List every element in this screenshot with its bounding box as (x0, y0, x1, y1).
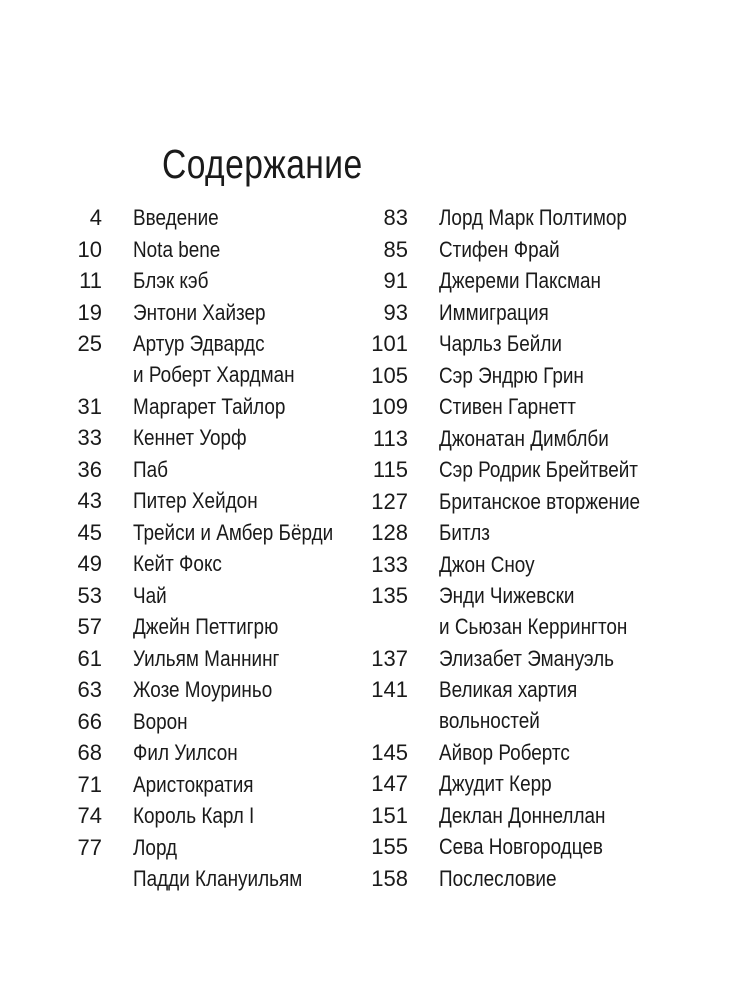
toc-entry (0, 517, 750, 549)
toc-entry (0, 360, 750, 392)
toc-entry-title: Элизабет Эмануэль (439, 645, 614, 671)
toc-entry-title: Фил Уилсон (133, 740, 238, 765)
toc-entry-title: Битлз (439, 520, 490, 545)
toc-entry-title: Джон Сноу (439, 551, 535, 577)
toc-entry (0, 234, 750, 266)
toc-page-number: 91 (383, 268, 408, 293)
toc-page-number: 77 (77, 834, 102, 860)
toc-page-number: 36 (77, 456, 102, 482)
toc-entry-title: Введение (133, 205, 219, 230)
toc-page-number: 147 (371, 771, 408, 796)
toc-page-number: 155 (371, 834, 408, 859)
toc-entry (0, 643, 750, 675)
toc-entry-title: Блэк кэб (133, 268, 209, 293)
toc-page-number: 31 (77, 393, 102, 419)
toc-entry (0, 454, 750, 486)
toc-entry-title: Паб (133, 456, 168, 482)
toc-entry (0, 580, 750, 643)
toc-entry-title: Маргарет Тайлор (133, 393, 286, 419)
toc-page-number: 53 (77, 582, 102, 608)
toc-page-number: 128 (371, 520, 408, 545)
toc-page-number: 115 (372, 457, 408, 482)
toc-page-number: 57 (77, 614, 102, 639)
toc-entry-title: Послесловие (439, 865, 557, 891)
toc-page-number: 158 (371, 865, 408, 891)
toc-entry-title: Жозе Моуриньо (133, 677, 273, 702)
toc-entry-title: Питер Хейдон (133, 488, 258, 513)
toc-entry-title: Джереми Паксман (439, 268, 601, 293)
toc-page-number: 127 (371, 488, 408, 514)
toc-entry-title: Уильям Маннинг (133, 645, 280, 671)
toc-page-number: 137 (371, 645, 408, 671)
toc-entry-title: Джонатан Димблби (439, 425, 609, 451)
toc-entry-title: Ворон (133, 708, 188, 734)
toc-page-number: 109 (371, 394, 408, 419)
toc-entry (0, 800, 750, 832)
page-title: Содержание (162, 141, 363, 188)
toc-entry (0, 297, 750, 329)
toc-page-number: 151 (371, 802, 408, 828)
toc-entry-title: Деклан Доннеллан (439, 802, 606, 828)
toc-entry-title: Артур Эдвардс и Роберт Хардман (133, 331, 295, 387)
toc-page-number: 101 (371, 331, 408, 356)
toc-page-number: 43 (77, 488, 102, 513)
toc-page-number: 141 (371, 677, 408, 702)
toc-entry-title: Джудит Керр (439, 771, 552, 796)
toc-entry-title: Энди Чижевски и Сьюзан Керрингтон (439, 583, 628, 639)
toc-entry-title: Джейн Петтигрю (133, 614, 279, 639)
toc-entry (0, 831, 750, 863)
toc-page-number: 85 (383, 236, 408, 262)
toc-page-number: 45 (77, 519, 102, 545)
toc-right-column (0, 202, 750, 894)
toc-entry-title: Лорд Падди Клануильям (133, 834, 303, 891)
toc-entry-title: Сэр Эндрю Грин (439, 362, 584, 388)
toc-entry (0, 674, 750, 737)
toc-page-number: 4 (89, 205, 102, 230)
toc-entry (0, 391, 750, 423)
toc-page-number: 11 (79, 268, 102, 293)
toc-entry (0, 863, 750, 895)
toc-page-number: 63 (77, 677, 102, 702)
toc-entry (0, 423, 750, 455)
toc-entry-title: Айвор Робертс (439, 739, 570, 765)
toc-entry-title: Nota bene (133, 236, 221, 262)
toc-page-number: 25 (77, 331, 102, 356)
toc-page-number: 113 (372, 425, 408, 451)
toc-entry-title: Чарльз Бейли (439, 331, 562, 356)
toc-entry (0, 737, 750, 769)
toc-entry-title: Кейт Фокс (133, 551, 222, 576)
toc-page-number: 135 (371, 583, 408, 608)
toc-page-number: 105 (371, 362, 408, 388)
toc-entry-title: Сева Новгородцев (439, 834, 603, 859)
toc-entry-title: Великая хартия вольностей (439, 677, 578, 733)
toc-page-number: 68 (77, 740, 102, 765)
toc-entry (0, 549, 750, 581)
toc-page-number: 66 (77, 708, 102, 734)
toc-entry-title: Аристократия (133, 771, 254, 797)
toc-page-number: 93 (383, 299, 408, 325)
toc-entry (0, 768, 750, 800)
toc-entry-title: Кеннет Уорф (133, 425, 247, 450)
toc-entry (0, 265, 750, 297)
toc-entry-title: Иммиграция (439, 299, 549, 325)
toc-entry-title: Трейси и Амбер Бёрди (133, 519, 334, 545)
toc-page-number: 145 (371, 739, 408, 765)
toc-page-number: 133 (371, 551, 408, 577)
toc-page-number: 61 (77, 645, 102, 671)
toc-entry-title: Король Карл I (133, 803, 255, 828)
toc-page-number: 83 (383, 205, 408, 230)
toc-page-number: 19 (77, 299, 102, 325)
toc-entry-title: Лорд Марк Полтимор (439, 205, 627, 230)
toc-entry-title: Чай (133, 582, 167, 608)
toc-page-number: 74 (77, 803, 102, 828)
toc-entry (0, 486, 750, 518)
toc-entry-title: Британское вторжение (439, 488, 641, 514)
toc-page-number: 71 (77, 771, 102, 797)
toc-page-number: 10 (77, 236, 102, 262)
toc-entry (0, 328, 750, 360)
toc-entry (0, 202, 750, 234)
toc-page-number: 33 (77, 425, 102, 450)
toc-entry-title: Сэр Родрик Брейтвейт (439, 457, 638, 482)
toc-entry-title: Стивен Гарнетт (439, 394, 576, 419)
toc-page-number: 49 (77, 551, 102, 576)
toc-entry-title: Стифен Фрай (439, 236, 560, 262)
toc-entry-title: Энтони Хайзер (133, 299, 266, 325)
